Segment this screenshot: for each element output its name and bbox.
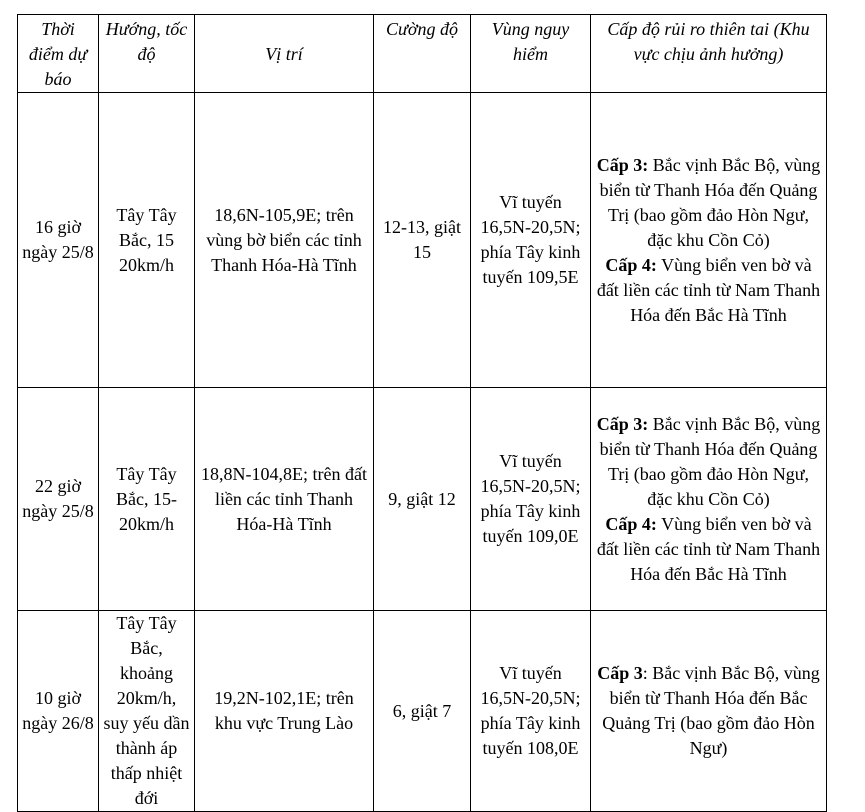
risk-text: Bắc vịnh Bắc Bộ, vùng biển từ Thanh Hóa đến Quảng Trị (bao gồm đảo Hòn Ngư, đặc khu Cồn Cỏ) bbox=[599, 154, 821, 250]
header-position: Vị trí bbox=[195, 15, 374, 93]
cell-risk-level bbox=[591, 611, 827, 812]
cell-position: 18,6N-105,9E; trên vùng bờ biển các tỉnh Thanh Hóa-Hà Tĩnh bbox=[195, 93, 374, 388]
risk-level-3 bbox=[595, 661, 822, 761]
table-row bbox=[18, 388, 827, 611]
risk-level-3 bbox=[595, 153, 822, 253]
risk-level-4 bbox=[595, 253, 822, 328]
cell-danger-zone: Vĩ tuyến 16,5N-20,5N; phía Tây kinh tuyến 109,5E bbox=[471, 93, 591, 388]
cell-direction: Tây Tây Bắc, 15-20km/h bbox=[99, 388, 195, 611]
cell-direction: Tây Tây Bắc, khoảng 20km/h, suy yếu dần thành áp thấp nhiệt đới bbox=[99, 611, 195, 812]
cell-risk-level bbox=[591, 388, 827, 611]
risk-label: Cấp 4: bbox=[605, 254, 657, 275]
cell-direction: Tây Tây Bắc, 15 20km/h bbox=[99, 93, 195, 388]
risk-label: Cấp 4: bbox=[605, 513, 657, 534]
risk-label: Cấp 3 bbox=[597, 663, 643, 683]
header-danger-zone: Vùng nguy hiểm bbox=[471, 15, 591, 93]
cell-danger-zone: Vĩ tuyến 16,5N-20,5N; phía Tây kinh tuyến 109,0E bbox=[471, 388, 591, 611]
cell-position: 18,8N-104,8E; trên đất liền các tỉnh Thanh Hóa-Hà Tĩnh bbox=[195, 388, 374, 611]
cell-time: 22 giờ ngày 25/8 bbox=[18, 388, 99, 611]
cell-risk-level bbox=[591, 93, 827, 388]
risk-text: Vùng biển ven bờ và đất liền các tỉnh từ Nam Thanh Hóa đến Bắc Hà Tĩnh bbox=[596, 254, 821, 325]
risk-text: : Bắc vịnh Bắc Bộ, vùng biển từ Thanh Hóa đến Bắc Quảng Trị (bao gồm đảo Hòn Ngư) bbox=[602, 663, 820, 758]
cell-time: 10 giờ ngày 26/8 bbox=[18, 611, 99, 812]
risk-label: Cấp 3: bbox=[596, 154, 649, 175]
table-row bbox=[18, 93, 827, 388]
cell-position: 19,2N-102,1E; trên khu vực Trung Lào bbox=[195, 611, 374, 812]
cell-intensity: 6, giật 7 bbox=[374, 611, 471, 812]
header-direction: Hướng, tốc độ bbox=[99, 15, 195, 93]
header-time: Thời điểm dự báo bbox=[18, 15, 99, 93]
header-risk-level: Cấp độ rủi ro thiên tai (Khu vực chịu ảnh hưởng) bbox=[591, 15, 827, 93]
forecast-table bbox=[17, 14, 827, 812]
risk-level-3 bbox=[595, 412, 822, 512]
risk-text: Vùng biển ven bờ và đất liền các tỉnh từ Nam Thanh Hóa đến Bắc Hà Tĩnh bbox=[596, 513, 821, 584]
cell-intensity: 9, giật 12 bbox=[374, 388, 471, 611]
cell-danger-zone: Vĩ tuyến 16,5N-20,5N; phía Tây kinh tuyến 108,0E bbox=[471, 611, 591, 812]
cell-intensity: 12-13, giật 15 bbox=[374, 93, 471, 388]
risk-level-4 bbox=[595, 512, 822, 587]
cell-time: 16 giờ ngày 25/8 bbox=[18, 93, 99, 388]
header-intensity: Cường độ bbox=[374, 15, 471, 93]
table-row bbox=[18, 611, 827, 812]
risk-label: Cấp 3: bbox=[596, 413, 649, 434]
header-row bbox=[18, 15, 827, 93]
risk-text: Bắc vịnh Bắc Bộ, vùng biển từ Thanh Hóa đến Quảng Trị (bao gồm đảo Hòn Ngư, đặc khu Cồn Cỏ) bbox=[599, 413, 821, 509]
